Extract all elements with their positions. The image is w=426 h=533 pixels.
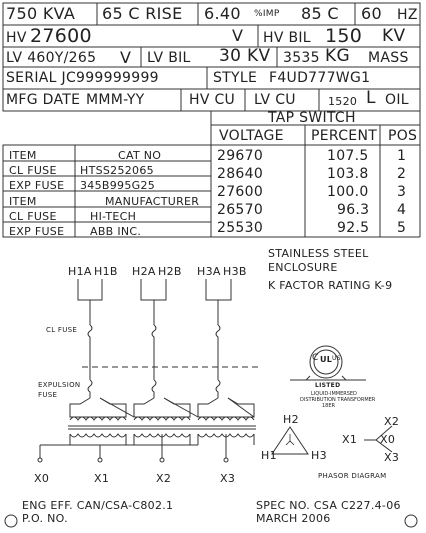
hv-bil-value: 150 — [325, 25, 363, 47]
mass-label: MASS — [368, 50, 409, 66]
lv-bil-unit: KV — [247, 46, 271, 66]
tap-voltage: 26570 — [217, 202, 264, 218]
spec-date: MARCH 2006 — [256, 512, 331, 525]
phasor-x3: X3 — [384, 451, 400, 464]
oil-label: OIL — [385, 92, 409, 108]
tap-col-pos: POS — [388, 128, 418, 144]
expulsion-fuse-label: FUSE — [38, 391, 58, 399]
phasor-x0: X0 — [380, 433, 396, 446]
hv-unit: V — [232, 26, 244, 45]
tap-voltage: 29670 — [217, 148, 264, 164]
lv-unit: V — [120, 48, 132, 67]
fuse-item: CL FUSE — [9, 210, 57, 223]
terminal-h2a: H2A — [132, 265, 156, 278]
tap-col-percent: PERCENT — [311, 128, 378, 144]
impedance-temp: 85 C — [301, 4, 339, 23]
phasor-x2: X2 — [384, 415, 400, 428]
phasor-h1: H1 — [261, 449, 277, 462]
fuse-item: EXP FUSE — [9, 179, 65, 192]
terminal-x1: X1 — [94, 472, 110, 485]
seal-desc-2: DISTRIBUTION TRANSFORMER — [300, 397, 376, 403]
hv-voltage: 27600 — [30, 25, 92, 47]
hv-label: HV — [6, 30, 27, 46]
style-value: F4UD777WG1 — [269, 70, 371, 86]
tap-voltage: 27600 — [217, 184, 264, 200]
tap-percent: 103.8 — [327, 166, 369, 182]
kva-rating: 750 KVA — [6, 4, 76, 23]
lv-bil-value: 30 — [219, 46, 242, 66]
seal-desc: LIQUID-IMMERSED — [311, 391, 357, 397]
c-mark: C — [312, 353, 319, 363]
oil-quantity: 1520 — [328, 95, 358, 108]
terminal-h3b: H3B — [223, 265, 247, 278]
us-mark: US — [332, 355, 341, 362]
frequency-value: 60 — [361, 4, 382, 23]
tap-percent: 100.0 — [327, 184, 369, 200]
terminal-h3a: H3A — [197, 265, 221, 278]
tap-pos: 5 — [397, 220, 407, 236]
ul-mark: UL — [320, 355, 333, 364]
tap-pos: 2 — [397, 166, 407, 182]
mass-value: 3535 — [283, 50, 320, 66]
tap-switch-title: TAP SWITCH — [268, 110, 356, 126]
impedance-unit: %IMP — [254, 9, 280, 19]
fuse-manufacturer-header: MANUFACTURER — [105, 195, 200, 208]
lv-label: LV 460Y/265 — [6, 50, 97, 66]
expulsion-label: EXPULSION — [38, 381, 81, 389]
tap-pos: 1 — [397, 148, 407, 164]
terminal-h2b: H2B — [158, 265, 182, 278]
style-label: STYLE — [213, 70, 258, 86]
oil-liters: L — [366, 88, 376, 108]
frequency-unit: HZ — [397, 7, 418, 23]
hv-bil-label: HV BIL — [263, 30, 311, 46]
fuse-manufacturer: HI-TECH — [90, 210, 137, 223]
tap-pos: 3 — [397, 184, 407, 200]
serial-number: SERIAL JC999999999 — [6, 70, 159, 86]
k-factor-note: K FACTOR RATING K-9 — [268, 279, 393, 292]
temp-rise: 65 C RISE — [102, 4, 183, 23]
mfg-date-value: MMM-YY — [86, 92, 145, 108]
phasor-x1: X1 — [342, 433, 358, 446]
tap-percent: 107.5 — [327, 148, 369, 164]
fuse-item-header: ITEM — [9, 195, 37, 208]
tap-voltage: 28640 — [217, 166, 264, 182]
lv-conductor: LV CU — [254, 92, 296, 108]
terminal-x3: X3 — [220, 472, 236, 485]
tap-voltage: 25530 — [217, 220, 264, 236]
terminal-h1b: H1B — [94, 265, 118, 278]
fuse-item: CL FUSE — [9, 164, 57, 177]
fuse-manufacturer: ABB INC. — [90, 225, 142, 238]
terminal-x0: X0 — [34, 472, 50, 485]
hv-conductor: HV CU — [189, 92, 236, 108]
fuse-catno-header: CAT NO — [118, 149, 162, 162]
phasor-h2: H2 — [283, 413, 299, 426]
tap-percent: 92.5 — [337, 220, 370, 236]
terminal-h1a: H1A — [68, 265, 92, 278]
seal-code: 18ER — [322, 403, 335, 409]
fuse-catno: 345B995G25 — [80, 179, 156, 192]
phasor-h3: H3 — [311, 449, 327, 462]
tap-pos: 4 — [397, 202, 407, 218]
energy-efficiency-standard: ENG EFF. CAN/CSA-C802.1 — [22, 499, 174, 512]
cl-fuse-label: CL FUSE — [46, 326, 78, 334]
enclosure-note-2: ENCLOSURE — [268, 261, 338, 274]
tap-percent: 96.3 — [337, 202, 370, 218]
impedance-value: 6.40 — [204, 4, 241, 23]
enclosure-note: STAINLESS STEEL — [268, 247, 369, 260]
fuse-catno: HTSS252065 — [80, 164, 154, 177]
terminal-x2: X2 — [156, 472, 172, 485]
po-number: P.O. NO. — [22, 512, 68, 525]
mfg-date-label: MFG DATE — [6, 92, 81, 108]
lv-bil-label: LV BIL — [147, 50, 191, 66]
spec-number: SPEC NO. CSA C227.4-06 — [256, 499, 401, 512]
fuse-item: EXP FUSE — [9, 225, 65, 238]
hv-bil-unit: KV — [382, 26, 406, 46]
mass-kg: KG — [325, 46, 350, 66]
fuse-item-header: ITEM — [9, 149, 37, 162]
tap-col-voltage: VOLTAGE — [219, 128, 284, 144]
phasor-diagram-label: PHASOR DIAGRAM — [318, 472, 387, 480]
listed-mark: LISTED — [315, 382, 341, 389]
